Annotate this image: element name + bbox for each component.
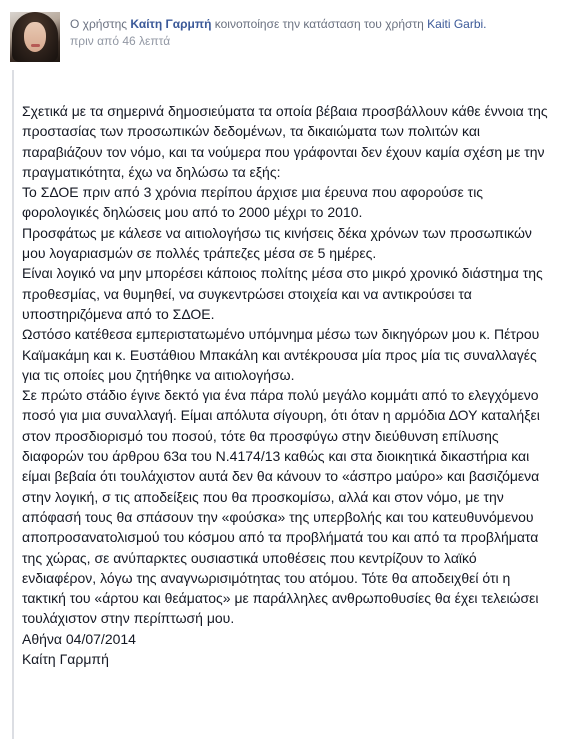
share-prefix: Ο χρήστης xyxy=(70,17,128,31)
post-paragraph-accounts: Προσφάτως με κάλεσε να αιτιολογήσω τις κινήσεις δέκα χρόνων των προσωπικών μου λογαριασμών σε πολλές τράπεζες μέσα σε 5 ημέρες. xyxy=(22,224,532,262)
avatar-mouth xyxy=(31,44,40,47)
author-name-link[interactable]: Καίτη Γαρμπή xyxy=(130,17,212,31)
post-signature: Καίτη Γαρμπή xyxy=(22,651,109,668)
post-paragraph-intro: Σχετικά με τα σημερινά δημοσιεύματα τα οποία βέβαια προσβάλλουν κάθε έννοια της προστασίας των προσωπικών δεδομένων, τα δικαιώματα των πολιτών και παραβιάζουν τον νόμο, και τα νούμερα που γράφονται δεν έχουν καμία σχέση με την πραγματικότητα, έχω να δηλώσω τα εξής: xyxy=(22,103,548,180)
avatar-face xyxy=(24,22,46,52)
post-paragraph-sdoe: Το ΣΔΟΕ πριν από 3 χρόνια περίπου άρχισε μια έρευνα που αφορούσε τις φορολογικές δηλώσεις μου από το 2000 μέχρι το 2010. xyxy=(22,184,484,221)
avatar[interactable] xyxy=(10,12,60,62)
post-paragraph-appeal: Σε πρώτο στάδιο έγινε δεκτό για ένα πάρα πολύ μεγάλο κομμάτι από το ελεγχόμενο ποσό για μια συναλλαγή. Είμαι απόλυτα σίγουρη, ότι όταν η αρμόδια ΔΟΥ καταλήξει στον προσδιορισμό του ποσού, τότε θα προσφύγω στην διεύθυνση επίλυσης διαφορών του άρθρου 63α του Ν.4174/13 καθώς και στα διοικητικά δικαστήρια και είμαι βεβαία ότι τουλάχιστον αυτά δεν θα κάνουν το «άσπρο μαύρο» και βασιζόμενα στην λογική, σ τις αποδείξεις που θα προσκομίσω, αλλά και στον νόμο, με την απόφασή τους θα σπάσουν την «φούσκα» της υπερβολής και του κατευθυνόμενου αποπροσανατολισμού του κόσμου από τα προβλήματά του και από τα προβλήματα της χώρας, σε ανύπαρκτες ουσιαστικά υποθέσεις που κεντρίζουν το λαϊκό ενδιαφέρον, λόγω της αναγνωρισιμότητας του ατόμου. Τότε θα αποδειχθεί ότι η τακτική του «άρτου και θεάματος» με παράλληλες ανθρωποθυσίες θα έχει τελειώσει τουλάχιστον στην περίπτωσή μου. xyxy=(22,387,540,627)
post-header xyxy=(0,0,562,70)
post-paragraph-deadline: Είναι λογικό να μην μπορέσει κάποιος πολίτης μέσα στο μικρό χρονικό διάστημα της προθεσμίας, να θυμηθεί, να συγκεντρώσει στοιχεία και να αντικρούσει τα υποστηριζόμενα από το ΣΔΟΕ. xyxy=(22,265,543,322)
share-action-text: κοινοποίησε την κατάσταση του χρήστη xyxy=(214,17,424,31)
share-line xyxy=(70,16,555,50)
post-paragraph-memo: Ωστόσο κατέθεσα εμπεριστατωμένο υπόμνημα μέσω των δικηγόρων μου κ. Πέτρου Καϊμακάμη και κ. Ευστάθιου Μπακάλη και αντέκρουσα μία προς μία τις συναλλαγές για τις οποίες μου ζητήθηκε να αιτιολογήσω. xyxy=(22,326,540,383)
shared-from-link[interactable]: Kaiti Garbi. xyxy=(427,17,487,31)
post-timestamp[interactable]: πριν από 46 λεπτά xyxy=(70,34,171,48)
post-date-line: Αθήνα 04/07/2014 xyxy=(22,630,136,647)
post-body xyxy=(22,101,552,669)
